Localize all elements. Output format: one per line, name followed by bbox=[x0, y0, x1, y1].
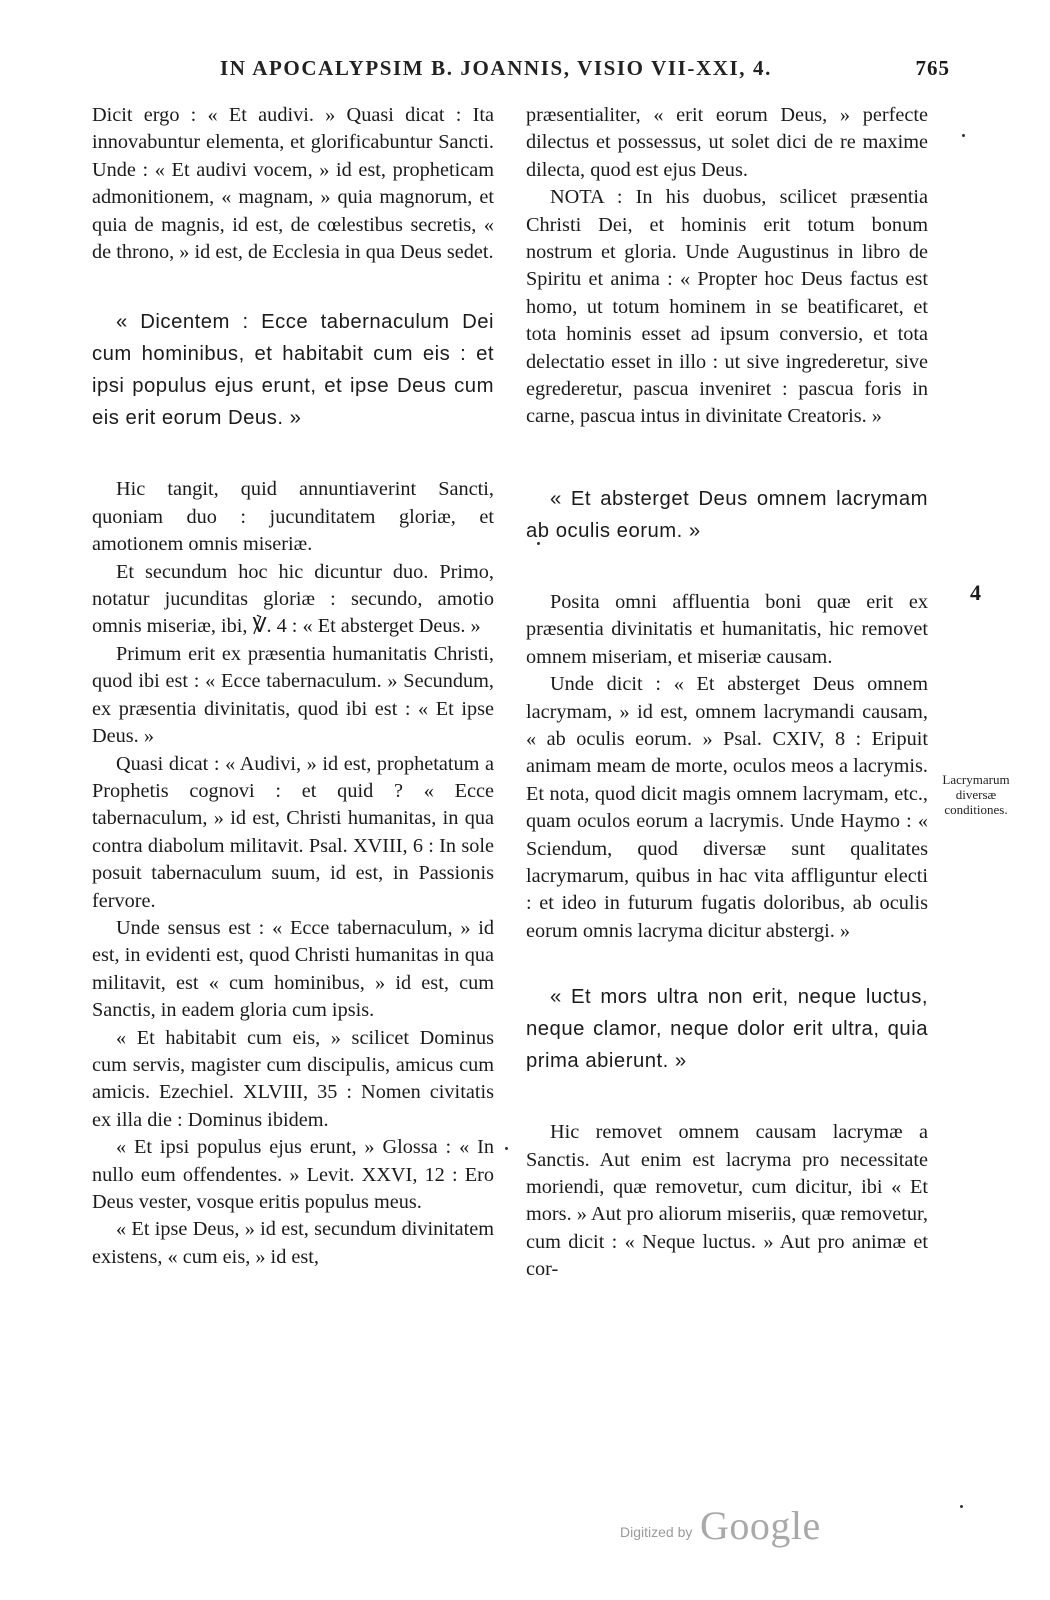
paragraph: præsentialiter, « erit eorum Deus, » perfecte dilectus et possessus, ut solet dici de re maxime dilecta, quod est ejus Deus. bbox=[526, 104, 928, 181]
paragraph: NOTA : In his duobus, scilicet præsentia Christi Dei, et hominis erit totum bonum nostrum et gloria. Unde Augustinus in libro de Spiritu et anima : « Propter hoc Deus factus est homo, ut totum hominem in se beatificaret, et tota hominis esset ad ipsum conversio, et tota delectatio esset in illo : ut sive ingrederetur, sive egrederetur, pascua inveniret : pascua foris in carne, pascua intus in divinitate Creatoris. » bbox=[526, 186, 928, 428]
watermark-logo: Google bbox=[700, 1503, 821, 1548]
margin-verse-number: 4 bbox=[970, 580, 981, 605]
paragraph: Posita omni affluentia boni quæ erit ex præsentia divinitatis et humanitatis, hic removet omnem miseriam, et miseriæ causam. bbox=[526, 590, 928, 668]
paragraph: « Et habitabit cum eis, » scilicet Dominus cum servis, magister cum discipulis, amicus cum amicis. Ezechiel. XLVIII, 35 : Nomen civitatis ex illa die : Dominus ibidem. bbox=[92, 1026, 494, 1131]
paragraph: Hic removet omnem causam lacrymæ a Sanctis. Aut enim est lacryma pro necessitate moriendi, quæ removetur, cum dicitur, ibi « Et mors. » Aut pro aliorum miseriis, quæ removetur, cum dicit : « Neque luctus. » Aut pro animæ et cor- bbox=[526, 1121, 928, 1281]
paragraph: Unde dicit : « Et absterget Deus omnem lacrymam, » id est, omnem lacrymandi causam, « ab oculis eorum. » Psal. CXIV, 8 : Eripuit animam meam de morte, oculos meos a lacrymis. Et nota, quod dicit magis omnem lacrymam, etc., quam oculos eorum a lacrymis. Unde Haymo : « Sciendum, quod diversæ sunt qualitates lacrymarum, quibus in hac vita affliguntur electi : et ideo in futurum fugatis doloribus, ab oculis eorum omnis lacryma dicitur abstergi. » bbox=[526, 673, 928, 942]
page-number: 765 bbox=[915, 56, 950, 80]
speck bbox=[537, 542, 540, 545]
running-header bbox=[92, 56, 950, 90]
paragraph: « Et ipsi populus ejus erunt, » Glossa : « In nullo eum offendentes. » Levit. XXVI, 12 : Ero Deus vester, vosque eritis populus meus. bbox=[92, 1136, 494, 1213]
scripture-verse: « Dicentem : Ecce tabernaculum Dei cum hominibus, et habitabit cum eis : et ipsi populus ejus erunt, et ipse Deus cum eis erit eorum Deus. » bbox=[92, 311, 494, 430]
speck bbox=[505, 1147, 508, 1150]
marginal-note: Lacrymarum diversæ conditiones. bbox=[942, 772, 1010, 817]
scripture-verse: « Et absterget Deus omnem lacrymam ab oculis eorum. » bbox=[526, 487, 928, 542]
speck bbox=[960, 1505, 963, 1508]
header-title: IN APOCALYPSIM B. JOANNIS, VISIO VII-XXI, 4. bbox=[220, 56, 772, 80]
paragraph: « Et ipse Deus, » id est, secundum divinitatem existens, « cum eis, » id est, bbox=[92, 1218, 494, 1268]
speck bbox=[962, 134, 965, 137]
paragraph: Dicit ergo : « Et audivi. » Quasi dicat : Ita innovabuntur elementa, et glorificabuntur Sancti. Unde : « Et audivi vocem, » id est, propheticam admonitionem, « magnam, » quia magnorum, et quia de magnis, id est, de cœlestibus secretis, « de throno, » id est, de Ecclesia in qua Deus sedet. bbox=[92, 104, 494, 264]
paragraph: Unde sensus est : « Ecce tabernaculum, » id est, in evidenti est, quod Christi humanitas in qua militavit, est « cum hominibus, » id est, cum Sanctis, in eadem gloria cum ipsis. bbox=[92, 916, 494, 1022]
paragraph: Et secundum hoc hic dicuntur duo. Primo, notatur jucunditas gloriæ : secundo, amotio omnis miseriæ, ibi, ℣. 4 : « Et absterget Deus. » bbox=[92, 560, 494, 638]
paragraph: Primum erit ex præsentia humanitatis Christi, quod ibi est : « Ecce tabernaculum. » Secundum, ex præsentia divinitatis, quod ibi est : « Et ipse Deus. » bbox=[92, 642, 494, 748]
paragraph: Quasi dicat : « Audivi, » id est, prophetatum a Prophetis cognovi : et quid ? « Ecce tabernaculum, » id est, Christi humanitas, in qua contra diabolum militavit. Psal. XVIII, 6 : In sole posuit tabernaculum suum, id est, in Passionis fervore. bbox=[92, 752, 494, 912]
left-column bbox=[92, 102, 494, 1271]
digitization-watermark bbox=[620, 1502, 880, 1552]
right-column bbox=[526, 102, 928, 1284]
watermark-prefix: Digitized by bbox=[620, 1524, 693, 1540]
paragraph: Hic tangit, quid annuntiaverint Sancti, quoniam duo : jucunditatem gloriæ, et amotionem omnis miseriæ. bbox=[92, 478, 494, 556]
scripture-verse: « Et mors ultra non erit, neque luctus, neque clamor, neque dolor erit ultra, quia prima abierunt. » bbox=[526, 986, 928, 1073]
